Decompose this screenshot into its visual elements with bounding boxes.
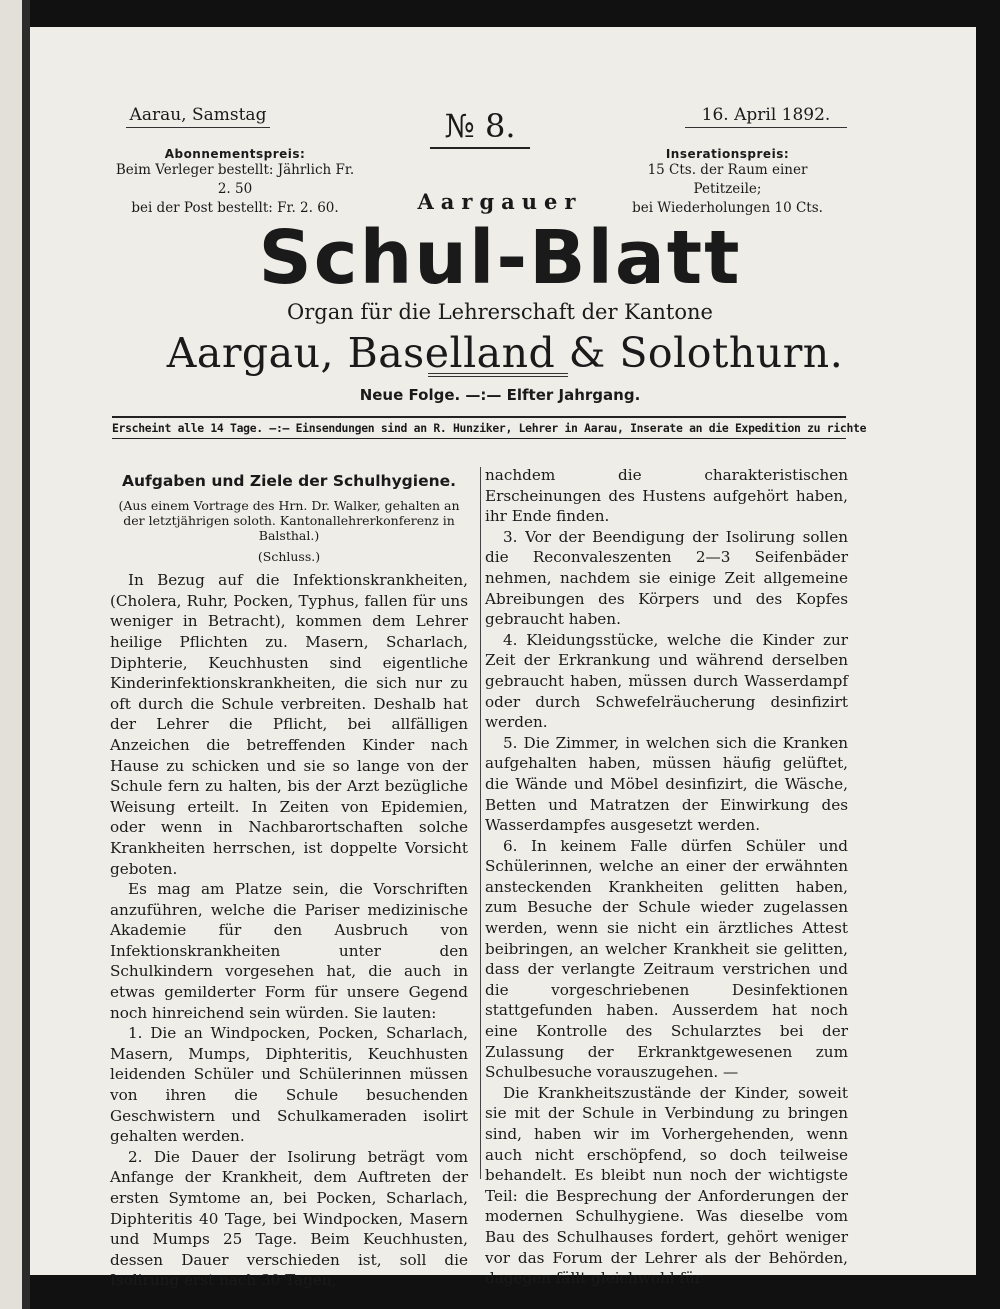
masthead-title: Schul-Blatt [258, 215, 742, 301]
subscription-line: Beim Verleger bestellt: Jährlich Fr. 2. 50 [115, 162, 355, 197]
paragraph: In Bezug auf die Infektionskrankheiten, (Cholera, Ruhr, Pocken, Typhus, fallen für uns weniger in Betracht), kommen dem Lehrer heilige Pflichten zu. Masern, Scharlach, Diphterie, Keuchhusten sind eigentliche Kinderinfektionskrankheiten, die sich nur zu oft durch die Schule verbreiten. Deshalb hat der Lehrer die Pflicht, bei allfälligen Anzeichen die betreffenden Kinder nach Hause zu schicken und sie so lange von der Schule fern zu halten, bis der Arzt bezügliche Weisung erteilt. In Zeiten von Epidemien, oder wenn in Nachbarortschaften solche Krankheiten herrschen, ist doppelte Vorsicht geboten. [110, 571, 468, 878]
previous-page-edge [0, 0, 22, 1309]
place-day: Aarau, Samstag [126, 105, 270, 128]
insertion-line: bei Wiederholungen 10 Cts. [632, 200, 823, 216]
paragraph: 2. Die Dauer der Isolirung beträgt vom Anfange der Krankheit, dem Auftreten der ersten Symtome an, bei Pocken, Scharlach, Diphteritis 40 Tage, bei Windpocken, Masern und Mumps 25 Tage. Beim Keuchhusten, dessen Dauer verschieden ist, soll die Isolirung erst nach 30 Tagen, [110, 1147, 468, 1290]
pre-title: Aargauer [417, 189, 583, 214]
paragraph: 4. Kleidungsstücke, welche die Kinder zur Zeit der Erkrankung und während derselben gebraucht haben, müssen durch Wasserdampf oder durch Schwefelräucherung desinfizirt werden. [485, 630, 848, 732]
left-column [110, 471, 468, 1291]
paragraph: nachdem die charakteristischen Erscheinungen des Hustens aufgehört haben, ihr Ende finden. [485, 466, 848, 526]
issue-number: № 8. [430, 107, 530, 149]
insertion-heading: Inserationspreis: [665, 147, 790, 161]
insertion-price-block [615, 147, 840, 218]
paragraph: 5. Die Zimmer, in welchen sich die Kranken aufgehalten haben, müssen häufig gelüftet, die Wände und Möbel desinfizirt, die Wäsche, Betten und Matratzen der Einwirkung des Wasserdampfes ausgesetzt werden. [485, 733, 848, 835]
right-column [485, 465, 848, 1289]
insertion-line: 15 Cts. der Raum einer Petitzeile; [647, 162, 808, 197]
masthead-subtitle: Organ für die Lehrerschaft der Kantone [287, 300, 713, 324]
issue-date: 16. April 1892. [685, 105, 847, 128]
subscription-price-block [110, 147, 360, 218]
subscription-heading: Abonnementspreis: [164, 147, 306, 161]
book-gutter [22, 0, 30, 1309]
paragraph: Die Krankheitszustände der Kinder, soweit sie mit der Schule in Verbindung zu bringen sind, haben wir im Vorhergehenden, wenn auch nicht erschöpfend, so doch teilweise behandelt. Es bleibt nun noch der wichtigste Teil: die Besprechung der Anforderungen der modernen Schulhygiene. Was dieselbe vom Bau des Schulhauses fordert, gehört weniger vor das Forum der Lehrer als der Behörden, dagegen fällt gleichwohl für [485, 1083, 848, 1288]
paragraph: Es mag am Platze sein, die Vorschriften anzuführen, welche die Pariser medizinische Akademie für den Ausbruch von Infektionskrankheiten unter den Schulkindern vorgesehen hat, die auch in etwas gemilderter Form für unsere Gegend noch hinreichend sein würden. Sie lauten: [110, 880, 468, 1022]
newspaper-page [30, 27, 976, 1290]
paragraph: 1. Die an Windpocken, Pocken, Scharlach, Masern, Mumps, Diphteritis, Keuchhusten leidenden Schüler und Schülerinnen müssen von ihren die Schule besuchenden Geschwistern und Schulkameraden isolirt gehalten werden. [110, 1024, 468, 1146]
ornament-rule [428, 373, 568, 377]
article-source-note: (Aus einem Vortrage des Hrn. Dr. Walker, gehalten an der letztjährigen soloth. Kantonallehrerkonferenz in Balsthal.) [118, 497, 460, 543]
header-rule [112, 438, 846, 439]
header-rule [112, 416, 846, 418]
cantons-line: Aargau, Baselland & Solothurn. [166, 329, 844, 377]
series-line: Neue Folge. —:— Elfter Jahrgang. [359, 386, 641, 404]
paragraph: 6. In keinem Falle dürfen Schüler und Schülerinnen, welche an einer der erwähnten ansteckenden Krankheiten gelitten haben, zum Besuche der Schule wieder zugelassen werden, wenn sie nicht ein ärztliches Attest beibringen, an welcher Krankheit sie gelitten, dass der verlangte Zeitraum verstrichen und die vorgeschriebenen Desinfektionen stattgefunden haben. Ausserdem hat noch eine Kontrolle des Schularztes bei der Zulassung der Erkranktgewesenen zum Schulbesuche vorauszugehen. — [485, 836, 848, 1082]
continuation-note: (Schluss.) [257, 548, 321, 564]
paragraph: 3. Vor der Beendigung der Isolirung sollen die Reconvaleszenten 2—3 Seifenbäder nehmen, nachdem sie einige Zeit allgemeine Abreibungen des Körpers und des Kopfes gebraucht haben. [485, 527, 848, 629]
publication-notice: Erscheint alle 14 Tage. —:— Einsendungen sind an R. Hunziker, Lehrer in Aarau, Inserate an die Expedition zu richte [112, 421, 867, 435]
article-title: Aufgaben und Ziele der Schulhygiene. [121, 472, 457, 490]
subscription-line: bei der Post bestellt: Fr. 2. 60. [131, 200, 339, 216]
column-divider [480, 467, 481, 1179]
